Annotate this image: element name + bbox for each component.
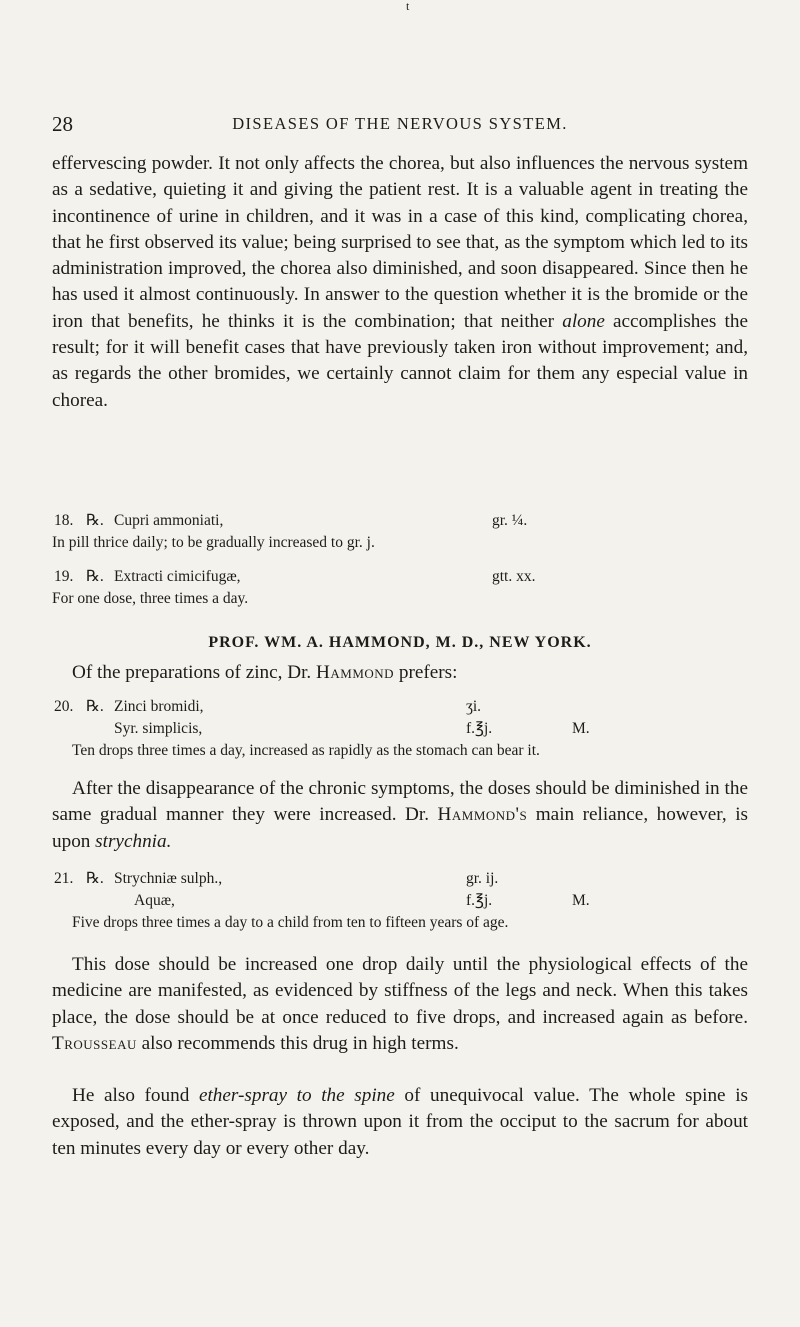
paragraph-4-text: This dose should be increased one drop daily until the physiological effects of the medicine are manifested, as evidenced by stiffness of the legs and neck. When this takes place, the dose should be at once reduced to five drops, and increased again as before. <box>52 954 748 1028</box>
paragraph-4 <box>52 952 748 1057</box>
paragraph-5-text: He also found <box>72 1085 199 1106</box>
rx20-dose-1: ʒi. <box>466 698 482 715</box>
rx19-dose: gtt. xx. <box>492 568 536 585</box>
paragraph-2-end: prefers: <box>394 662 458 683</box>
paragraph-1 <box>52 151 748 414</box>
rx20-drug-2: Syr. simplicis, <box>114 720 203 737</box>
rx19-drug: Extracti cimicifugæ, <box>114 568 241 585</box>
paragraph-3-text: After the disappearance of the chronic symptoms, the doses should be diminished in the same gradual manner they were increased. Dr. <box>52 778 748 826</box>
paragraph-2-text: Of the preparations of zinc, Dr. <box>72 662 317 683</box>
rx20-misce: M. <box>572 720 590 737</box>
prescription-18 <box>52 510 748 554</box>
rx19-symbol: ℞. <box>86 568 104 585</box>
paragraph-1-italic: alone <box>562 310 605 332</box>
prescription-21 <box>52 868 748 934</box>
author-name-trousseau: Trousseau <box>52 1032 137 1054</box>
rx20-dose-2: f.℥j. <box>466 720 493 737</box>
rx21-dose-2: f.℥j. <box>466 892 493 909</box>
rx21-dose-1: gr. ij. <box>466 870 499 887</box>
rx20-drug-1: Zinci bromidi, <box>114 698 204 715</box>
paragraph-1-text: effervescing powder. It not only affects the chorea, but also influences the nervous system as a sedative, quieting it and giving the patient rest. It is a valuable agent in treating the incontinence of urine in children, and it was in a case of this kind, complicating chorea, that he first observed its value; being surprised to see that, as the symptom which led to its administration improved, the chorea also diminished, and soon disappeared. Since then he has used it almost continuously. In answer to the question whether it is the bromide or the iron that benefits, he thinks it is the combination; that neither <box>52 153 748 332</box>
paragraph-3 <box>52 776 748 855</box>
rx19-number: 19. <box>54 568 74 585</box>
rx18-drug: Cupri ammoniati, <box>114 512 224 529</box>
author-name-hammonds: Hammond's <box>437 804 528 826</box>
author-name-hammond: Hammond <box>316 662 395 683</box>
paragraph-5 <box>52 1083 748 1162</box>
rx18-symbol: ℞. <box>86 512 104 529</box>
prescription-19 <box>52 566 748 610</box>
page-number: 28 <box>52 112 73 136</box>
rx21-drug-2: Aquæ, <box>134 892 175 909</box>
paragraph-4-end: also recommends this drug in high terms. <box>136 1032 459 1054</box>
paragraph-3-italic: strychnia. <box>95 830 172 852</box>
rx21-number: 21. <box>54 870 74 887</box>
paragraph-1-end: accomplishes the result; for it will benefit cases that have previously taken iron without improvement; and, as regards the other bromides, we certainly cannot claim for them any especial value in chorea. <box>52 310 748 411</box>
rx21-misce: M. <box>572 892 590 909</box>
rx20-symbol: ℞. <box>86 698 104 715</box>
rx21-note: Five drops three times a day to a child from ten to fifteen years of age. <box>72 914 509 931</box>
paragraph-3-mid: main reliance, however, is upon <box>52 804 749 852</box>
rx20-note: Ten drops three times a day, increased as rapidly as the stomach can bear it. <box>72 742 540 759</box>
prescription-20 <box>52 696 748 762</box>
rx20-number: 20. <box>54 698 74 715</box>
running-head: DISEASES OF THE NERVOUS SYSTEM. <box>232 114 568 133</box>
paragraph-2 <box>52 660 748 686</box>
rx19-note: For one dose, three times a day. <box>52 590 249 607</box>
page-header <box>0 112 800 142</box>
rx18-note: In pill thrice daily; to be gradually increased to gr. j. <box>52 534 375 551</box>
rx21-drug-1: Strychniæ sulph., <box>114 870 223 887</box>
rx18-dose: gr. ¼. <box>492 512 528 529</box>
paragraph-5-end: of unequivocal value. The whole spine is exposed, and the ether-spray is thrown upon it from the occiput to the sacrum for about ten minutes every day or every other day. <box>52 1085 749 1159</box>
paragraph-5-italic: ether-spray to the spine <box>198 1085 395 1106</box>
top-mark: t <box>406 0 410 13</box>
rx21-symbol: ℞. <box>86 870 104 887</box>
rx18-number: 18. <box>54 512 74 529</box>
section-heading: PROF. WM. A. HAMMOND, M. D., NEW YORK. <box>208 634 592 651</box>
